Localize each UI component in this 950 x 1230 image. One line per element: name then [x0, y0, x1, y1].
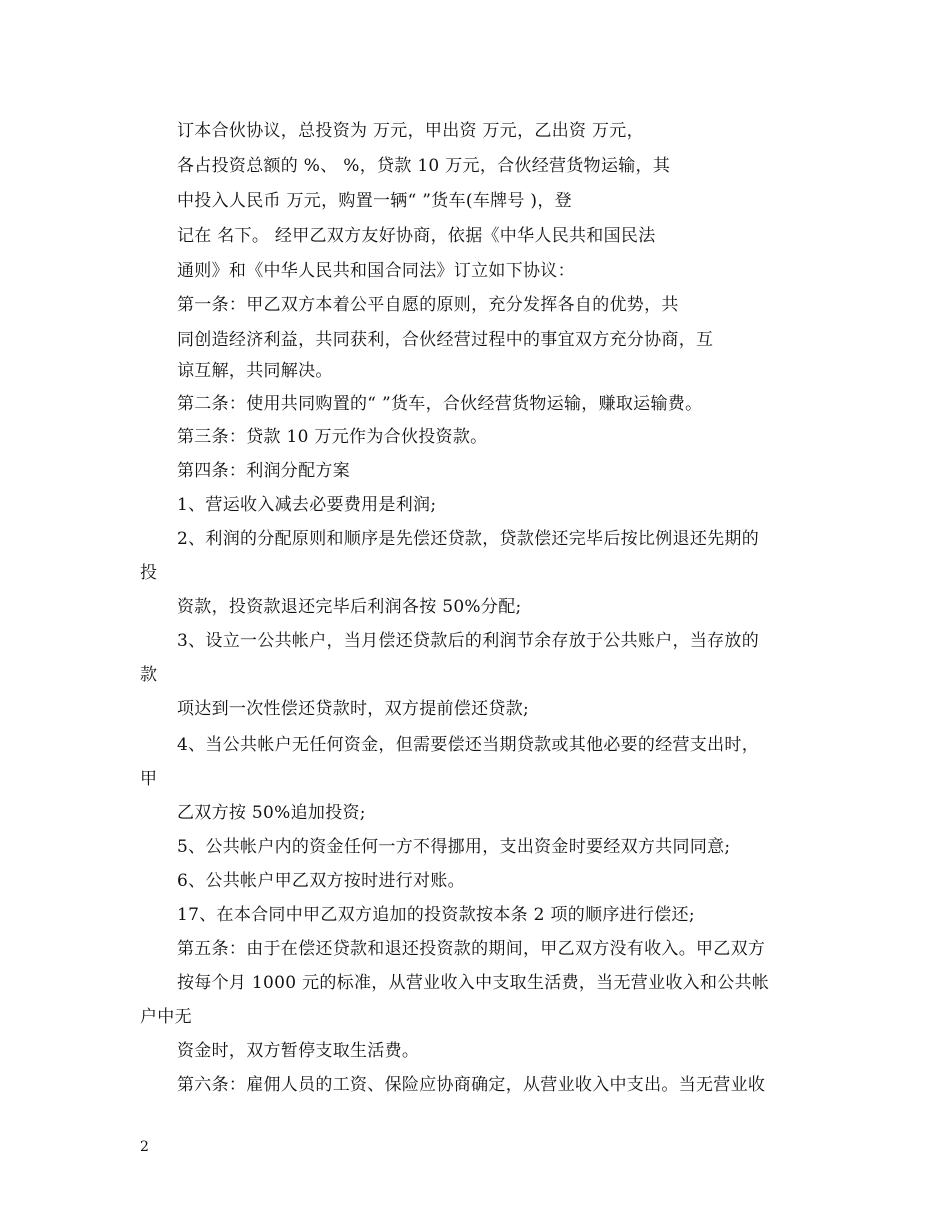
- text-line: 第一条：甲乙双方本着公平自愿的原则，充分发挥各自的优势，共: [177, 295, 679, 315]
- text-line: 甲: [140, 769, 158, 789]
- text-line: 按每个月 1000 元的标准，从营业收入中支取生活费，当无营业收入和公共帐: [177, 973, 770, 993]
- text-line: 资金时，双方暂停支取生活费。: [177, 1041, 420, 1061]
- text-line: 中投入人民币 万元，购置一辆“ ”货车(车牌号 )，登: [177, 191, 572, 211]
- text-line: 3、设立一公共帐户，当月偿还贷款后的利润节余存放于公共账户，当存放的: [177, 631, 760, 651]
- text-line: 乙双方按 50%追加投资;: [177, 803, 366, 823]
- text-line: 第四条：利润分配方案: [177, 461, 350, 481]
- text-line: 5、公共帐户内的资金任何一方不得挪用，支出资金时要经双方共同同意;: [177, 837, 731, 857]
- text-line: 第三条：贷款 10 万元作为合伙投资款。: [177, 427, 488, 447]
- text-line: 2、利润的分配原则和顺序是先偿还贷款，贷款偿还完毕后按比例退还先期的: [177, 529, 760, 549]
- text-line: 各占投资总额的 %、 %，贷款 10 万元，合伙经营货物运输，其: [177, 156, 671, 176]
- text-line: 订本合伙协议，总投资为 万元，甲出资 万元，乙出资 万元，: [177, 121, 644, 141]
- text-line: 第六条：雇佣人员的工资、保险应协商确定，从营业收入中支出。当无营业收: [177, 1075, 766, 1095]
- text-line: 记在 名下。 经甲乙双方友好协商，依据《中华人民共和国民法: [177, 226, 656, 246]
- text-line: 款: [140, 665, 158, 685]
- text-line: 投: [140, 563, 158, 583]
- text-line: 4、当公共帐户无任何资金，但需要偿还当期贷款或其他必要的经营支出时，: [177, 735, 760, 755]
- text-line: 通则》和《中华人民共和国合同法》订立如下协议：: [177, 261, 575, 281]
- text-line: 1、营运收入减去必要费用是利润;: [177, 495, 437, 515]
- text-line: 17、在本合同中甲乙双方追加的投资款按本条 2 项的顺序进行偿还;: [177, 905, 695, 925]
- text-line: 户中无: [140, 1007, 192, 1027]
- text-line: 6、公共帐户甲乙双方按时进行对账。: [177, 871, 465, 891]
- text-line: 第二条：使用共同购置的“ ”货车，合伙经营货物运输，赚取运输费。: [177, 394, 703, 414]
- text-line: 资款，投资款退还完毕后利润各按 50%分配;: [177, 597, 522, 617]
- text-line: 项达到一次性偿还贷款时，双方提前偿还贷款;: [177, 699, 530, 719]
- page-number: 2: [140, 1139, 149, 1155]
- text-line: 第五条：由于在偿还贷款和退还投资款的期间，甲乙双方没有收入。甲乙双方: [177, 939, 766, 959]
- text-line: 同创造经济利益，共同获利，合伙经营过程中的事宜双方充分协商，互: [177, 330, 714, 350]
- text-line: 谅互解，共同解决。: [177, 361, 333, 381]
